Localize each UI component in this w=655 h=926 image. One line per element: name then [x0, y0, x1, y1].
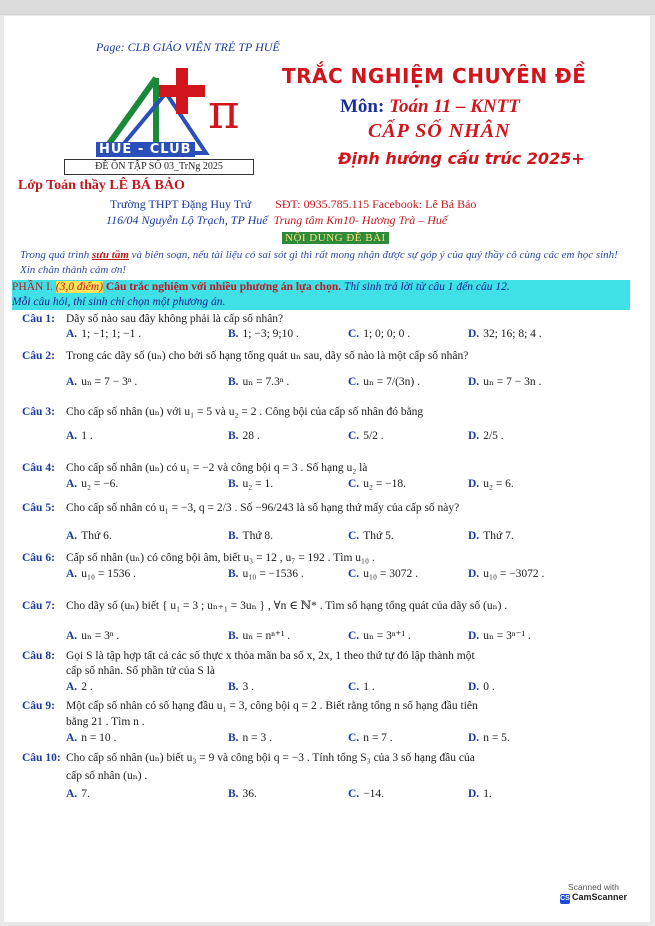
q5-option-b[interactable]: B. Thứ 8.: [228, 530, 274, 542]
q3-option-c[interactable]: C. 5/2 .: [348, 430, 384, 442]
q7-option-d[interactable]: D. uₙ = 3ⁿ⁻¹ .: [468, 630, 531, 642]
logo-text: HUE - CLUB: [96, 142, 195, 157]
q8-option-b[interactable]: B. 3 .: [228, 681, 255, 693]
address-line: 116/04 Nguyễn Lộ Trạch, TP Huế Trung tâm Km10- Hương Trà – Huế: [106, 213, 448, 227]
q10-option-b[interactable]: B. 36.: [228, 788, 257, 800]
q2-option-d[interactable]: D. uₙ = 7 − 3n .: [468, 376, 542, 388]
q8-option-d[interactable]: D. 0 .: [468, 681, 495, 693]
main-title: TRẮC NGHIỆM CHUYÊN ĐỀ: [282, 64, 587, 88]
q9-option-c[interactable]: C. n = 7 .: [348, 732, 393, 744]
school-line: Trường THPT Đặng Huy Trứ SĐT: 0935.785.115 Facebook: Lê Bá Bảo: [110, 197, 477, 211]
q6-option-c[interactable]: C. u₁₀ = 3072 .: [348, 568, 418, 580]
question-6: Câu 6: Cấp số nhân (uₙ) có công bội âm, biết u₃ = 12 , u₇ = 192 . Tìm u₁₀ .: [22, 552, 375, 564]
question-2: Câu 2: Trong các dãy số (uₙ) cho bởi số hạng tổng quát uₙ sau, dãy số nào là một cấp số nhân?: [22, 350, 469, 362]
q8-option-c[interactable]: C. 1 .: [348, 681, 375, 693]
q4-option-b[interactable]: B. u₂ = 1.: [228, 478, 274, 490]
camscanner-badge: Scanned with CS CamScanner: [560, 882, 628, 902]
intro-note: Trong quá trình sưu tầm và biên soạn, nếu tài liệu có sai sót gì thì rất mong nhận được sự góp ý của quý thầy cô cùng các em học sinh! Xin chân thành cảm ơn!: [20, 249, 618, 276]
q6-option-b[interactable]: B. u₁₀ = −1536 .: [228, 568, 304, 580]
question-7: Câu 7: Cho dãy số (uₙ) biết { u₁ = 3 ; uₙ₊₁ = 3uₙ } , ∀n ∈ ℕ* . Tìm số hạng tổng quát của dãy số (uₙ) .: [22, 600, 508, 612]
page-label: Page: CLB GIÁO VIÊN TRẺ TP HUẾ: [96, 40, 280, 54]
q2-option-a[interactable]: A. uₙ = 7 − 3ⁿ .: [66, 376, 138, 388]
q3-option-b[interactable]: B. 28 .: [228, 430, 260, 442]
q9-option-a[interactable]: A. n = 10 .: [66, 732, 117, 744]
q1-option-a[interactable]: A. 1; −1; 1; −1 .: [66, 328, 142, 340]
question-5: Câu 5: Cho cấp số nhân có u₁ = −3, q = 2/3 . Số −96/243 là số hạng thứ mấy của cấp số này?: [22, 502, 460, 514]
svg-text:π: π: [208, 84, 240, 140]
q5-option-c[interactable]: C. Thứ 5.: [348, 530, 394, 542]
q2-option-c[interactable]: C. uₙ = 7/(3n) .: [348, 376, 421, 388]
q6-option-a[interactable]: A. u₁₀ = 1536 .: [66, 568, 136, 580]
question-1: Câu 1: Dãy số nào sau đây không phải là cấp số nhân?: [22, 313, 284, 325]
q7-option-a[interactable]: A. uₙ = 3ⁿ .: [66, 630, 120, 642]
q6-option-d[interactable]: D. u₁₀ = −3072 .: [468, 568, 545, 580]
question-4: Câu 4: Cho cấp số nhân (uₙ) có u₁ = −2 và công bội q = 3 . Số hạng u₂ là: [22, 462, 368, 474]
content-heading: NỘI DUNG ĐỀ BÀI: [282, 232, 389, 244]
question-10: Câu 10: Cho cấp số nhân (uₙ) biết u₃ = 9 và công bội q = −3 . Tính tổng S₃ của 3 số hạng đầu của: [22, 752, 475, 764]
question-8-cont: cấp số nhân. Số phần tử của S là: [66, 665, 215, 677]
q4-option-a[interactable]: A. u₂ = −6.: [66, 478, 119, 490]
question-9-cont: bằng 21 . Tìm n .: [66, 716, 145, 728]
q1-option-b[interactable]: B. 1; −3; 9;10 .: [228, 328, 299, 340]
q4-option-d[interactable]: D. u₂ = 6.: [468, 478, 514, 490]
q3-option-a[interactable]: A. 1 .: [66, 430, 93, 442]
q7-option-c[interactable]: C. uₙ = 3ⁿ⁺¹ .: [348, 630, 411, 642]
q9-option-b[interactable]: B. n = 3 .: [228, 732, 273, 744]
q8-option-a[interactable]: A. 2 .: [66, 681, 93, 693]
q4-option-c[interactable]: C. u₂ = −18.: [348, 478, 407, 490]
q1-option-d[interactable]: D. 32; 16; 8; 4 .: [468, 328, 542, 340]
q10-option-d[interactable]: D. 1.: [468, 788, 492, 800]
q5-option-a[interactable]: A. Thứ 6.: [66, 530, 112, 542]
exam-code: ĐỀ ÔN TẬP SỐ 03_TrNg 2025: [64, 159, 254, 175]
q1-option-c[interactable]: C. 1; 0; 0; 0 .: [348, 328, 411, 340]
q7-option-b[interactable]: B. uₙ = nⁿ⁺¹ .: [228, 630, 291, 642]
teacher-class: Lớp Toán thầy LÊ BÁ BẢO: [18, 178, 185, 193]
question-3: Câu 3: Cho cấp số nhân (uₙ) với u₁ = 5 và u₂ = 2 . Công bội của cấp số nhân đó bằng: [22, 406, 424, 418]
topic-title: CẤP SỐ NHÂN: [368, 120, 511, 142]
q10-option-a[interactable]: A. 7.: [66, 788, 90, 800]
question-8: Câu 8: Gọi S là tập hợp tất cả các số thực x thỏa mãn ba số x, 2x, 1 theo thứ tự đó lập thành một: [22, 650, 475, 662]
camscanner-icon: CS: [560, 895, 570, 902]
part1-banner: PHẦN I. (3,0 điểm) Câu trắc nghiệm với nhiều phương án lựa chọn. Thí sinh trả lời từ câu 1 đến câu 12. Mỗi câu hỏi, thí sinh chỉ chọn một phương án.: [12, 280, 630, 310]
question-10-cont: cấp số nhân (uₙ) .: [66, 770, 148, 782]
orientation-line: Định hướng cấu trúc 2025+: [338, 149, 585, 168]
q9-option-d[interactable]: D. n = 5.: [468, 732, 510, 744]
q10-option-c[interactable]: C. −14.: [348, 788, 385, 800]
q3-option-d[interactable]: D. 2/5 .: [468, 430, 504, 442]
q2-option-b[interactable]: B. uₙ = 7.3ⁿ .: [228, 376, 290, 388]
q5-option-d[interactable]: D. Thứ 7.: [468, 530, 514, 542]
question-9: Câu 9: Một cấp số nhân có số hạng đầu u₁ = 3, công bội q = 2 . Biết rằng tổng n số hạng đầu tiên: [22, 700, 478, 712]
subject-line: Môn: Toán 11 – KNTT: [340, 96, 520, 117]
top-bar: [0, 0, 655, 15]
